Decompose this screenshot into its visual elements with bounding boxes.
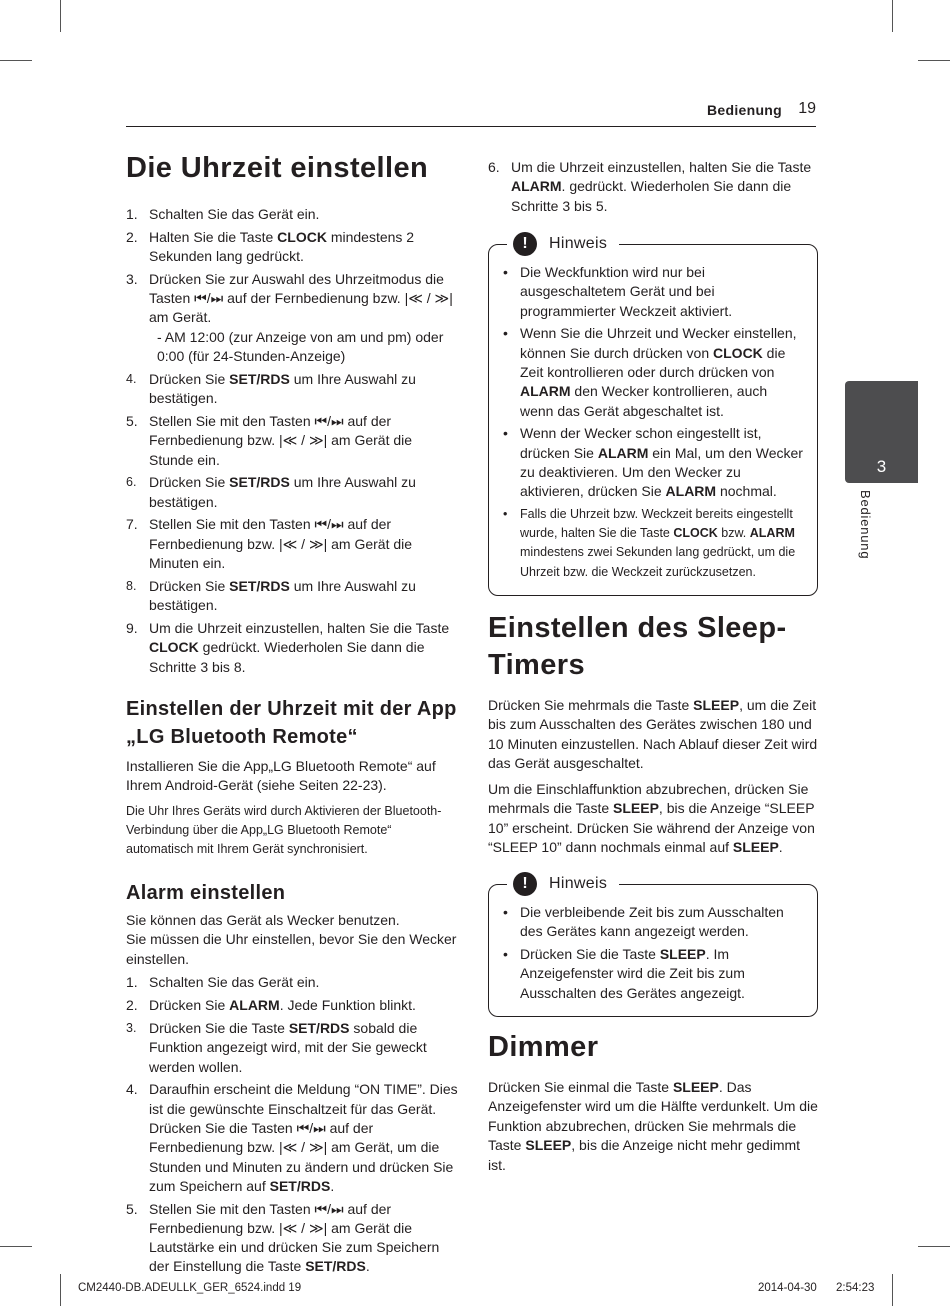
footer-time: 2:54:23 bbox=[836, 1282, 875, 1294]
note-header bbox=[507, 232, 619, 256]
footer-file: CM2440-DB.ADEULLK_GER_6524.indd 19 bbox=[78, 1282, 302, 1294]
sleep-text-1: Drücken Sie mehrmals die Taste SLEEP, um die Zeit bis zum Ausschalten des Gerätes zwischen 180 und 10 Minuten einzustellen. Nach Ablauf dieser Zeit wird das Gerät ausgeschaltet. bbox=[488, 696, 818, 772]
note-title: Hinweis bbox=[549, 874, 608, 892]
crop-mark bbox=[918, 1246, 950, 1247]
list-item: • Wenn der Wecker schon eingestellt ist, drücken Sie ALARM ein Mal, um den Wecker zu deaktivieren. Um den Wecker zu aktivieren, drücken Sie ALARM nochmal. bbox=[501, 424, 803, 502]
list-item: 3. Drücken Sie die Taste SET/RDS sobald die Funktion angezeigt wird, mit der Sie geweckt werden wollen. bbox=[126, 1019, 427, 1075]
app-title: Einstellen der Uhrzeit mit der App „LG Bluetooth Remote“ bbox=[126, 697, 457, 748]
sleep-text-2: Um die Einschlaffunktion abzubrechen, drücken Sie mehrmals die Taste SLEEP, bis die Anzeige “SLEEP 10” erscheint. Drücken Sie während der Anzeige von “SLEEP 10” dann nochmals einmal auf SLEEP. bbox=[488, 780, 815, 856]
list-item: • Wenn Sie die Uhrzeit und Wecker einstellen, können Sie durch drücken von CLOCK die Zeit kontrollieren oder durch drücken von ALARM den Wecker kontrollieren, auch wenn das Gerät abgeschaltet ist. bbox=[501, 324, 803, 421]
exclamation-icon: ! bbox=[513, 232, 537, 256]
crop-mark bbox=[60, 1274, 61, 1306]
list-item: 6. Um die Uhrzeit einzustellen, halten Sie die Taste ALARM. gedrückt. Wiederholen Sie dann die Schritte 3 bis 5. bbox=[488, 159, 812, 214]
list-item: 1. Schalten Sie das Gerät ein. bbox=[126, 974, 320, 991]
header-section: Bedienung bbox=[706, 102, 782, 118]
list-item: 8. Drücken Sie SET/RDS um Ihre Auswahl zu bestätigen. bbox=[126, 577, 416, 614]
right-column bbox=[488, 158, 818, 1181]
list-item: 3. Drücken Sie zur Auswahl des Uhrzeitmodus die Tasten ⏮/⏭ auf der Fernbedienung bzw. |≪ / ≫| am Gerät. - AM 12:00 (zur Anzeige von am und pm) oder 0:00 (für 24-Stunden-Anzeige) bbox=[126, 270, 453, 365]
note-box bbox=[488, 234, 818, 596]
list-item: • Die Weckfunktion wird nur bei ausgeschaltetem Gerät und bei programmierter Weckzeit aktiviert. bbox=[501, 263, 803, 321]
crop-mark bbox=[918, 60, 950, 61]
alarm-intro: Sie können das Gerät als Wecker benutzen. Sie müssen die Uhr einstellen, bevor Sie den Wecker einstellen. bbox=[126, 911, 457, 967]
chapter-tab bbox=[845, 381, 918, 483]
dimmer-title: Dimmer bbox=[488, 1030, 599, 1063]
list-item: • Falls die Uhrzeit bzw. Weckzeit bereits eingestellt wurde, halten Sie die Taste CLOCK bzw. ALARM mindestens zwei Sekunden lang gedrückt, um die Uhrzeit bzw. die Weckzeit zurückzusetzen. bbox=[501, 505, 803, 582]
list-item: 4. Drücken Sie SET/RDS um Ihre Auswahl zu bestätigen. bbox=[126, 370, 416, 407]
chapter-number: 3 bbox=[876, 457, 887, 476]
app-text-2: Die Uhr Ihres Geräts wird durch Aktivieren der Bluetooth-Verbindung über die App„LG Bluetooth Remote“ automatisch mit Ihrem Gerät synchronisiert. bbox=[126, 803, 442, 856]
list-item: 7. Stellen Sie mit den Tasten ⏮/⏭ auf der Fernbedienung bzw. |≪ / ≫| am Gerät die Minuten ein. bbox=[126, 516, 413, 572]
alarm-title: Alarm einstellen bbox=[126, 881, 286, 904]
chapter-label: Bedienung bbox=[858, 490, 873, 560]
list-item: 5. Stellen Sie mit den Tasten ⏮/⏭ auf der Fernbedienung bzw. |≪ / ≫| am Gerät die Lautstärke ein und drücken Sie zum Speichern der Einstellung die Taste SET/RDS. bbox=[126, 1200, 440, 1275]
dimmer-text: Drücken Sie einmal die Taste SLEEP. Das Anzeigefenster wird um die Hälfte verdunkelt. Um die Funktion abzubrechen, drücken Sie mehrmals die Taste SLEEP, bis die Anzeige nicht mehr gedimmt ist. bbox=[488, 1078, 818, 1173]
list-item: 1. Schalten Sie das Gerät ein. bbox=[126, 206, 320, 222]
crop-mark bbox=[892, 1274, 893, 1306]
list-item: 2. Drücken Sie ALARM. Jede Funktion blinkt. bbox=[126, 997, 416, 1014]
exclamation-icon: ! bbox=[513, 872, 537, 896]
page-header bbox=[126, 100, 816, 127]
clock-steps bbox=[126, 205, 460, 677]
crop-mark bbox=[0, 1246, 32, 1247]
note-list bbox=[501, 263, 803, 582]
alarm-steps bbox=[126, 973, 460, 1276]
crop-mark bbox=[0, 60, 32, 61]
app-text-1: Installieren Sie die App„LG Bluetooth Remote“ auf Ihrem Android-Gerät (siehe Seiten 22-23). bbox=[126, 757, 436, 794]
page-number: 19 bbox=[798, 100, 816, 117]
crop-mark bbox=[892, 0, 893, 32]
alarm-steps-continued bbox=[488, 158, 818, 216]
footer-date: 2014-04-30 bbox=[758, 1282, 817, 1294]
note-box bbox=[488, 874, 818, 1017]
list-item: 5. Stellen Sie mit den Tasten ⏮/⏭ auf der Fernbedienung bzw. |≪ / ≫| am Gerät die Stunde ein. bbox=[126, 412, 413, 468]
left-column bbox=[126, 150, 460, 1280]
list-item: 4. Daraufhin erscheint die Meldung “ON TIME”. Dies ist die gewünschte Einschaltzeit für das Gerät. Drücken Sie die Tasten ⏮/⏭ auf der Fernbedienung bzw. |≪ / ≫| am Gerät, um die Stunden und Minuten zu ändern und drücken Sie zum Speichern auf SET/RDS. bbox=[126, 1081, 458, 1194]
list-item: 2. Halten Sie die Taste CLOCK mindestens 2 Sekunden lang gedrückt. bbox=[126, 228, 415, 265]
note-header bbox=[507, 872, 619, 896]
sleep-title: Einstellen des Sleep-Timers bbox=[488, 611, 787, 681]
list-item: 6. Drücken Sie SET/RDS um Ihre Auswahl zu bestätigen. bbox=[126, 474, 416, 510]
note-list bbox=[501, 903, 803, 1003]
crop-mark bbox=[60, 0, 61, 32]
clock-title: Die Uhrzeit einstellen bbox=[126, 152, 429, 184]
note-title: Hinweis bbox=[549, 234, 608, 252]
list-item: • Die verbleibende Zeit bis zum Ausschalten des Gerätes kann angezeigt werden. bbox=[501, 903, 803, 942]
list-item: 9. Um die Uhrzeit einzustellen, halten Sie die Taste CLOCK gedrückt. Wiederholen Sie dann die Schritte 3 bis 8. bbox=[126, 619, 450, 675]
list-item: • Drücken Sie die Taste SLEEP. Im Anzeigefenster wird die Zeit bis zum Ausschalten des Gerätes angezeigt. bbox=[501, 945, 803, 1003]
